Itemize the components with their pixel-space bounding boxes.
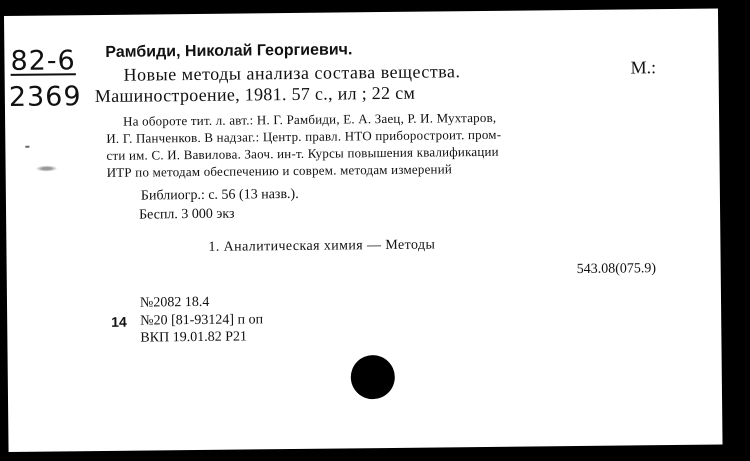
catalog-card [4,9,723,452]
book-title: Новые методы анализа состава вещества. [123,61,461,85]
registry-line: №20 [81-93124] п оп [140,312,264,329]
subject-heading: 1. Аналитическая химия — Методы [208,237,436,255]
bibliography-note: Библиогр.: с. 56 (13 назв.). [140,186,299,204]
publication-place: М.: [630,57,657,78]
publication-details: Машиностроение, 1981. 57 с., ил ; 22 см [94,82,416,107]
ink-smudge [36,165,58,171]
ink-smudge [25,146,29,148]
call-number-bottom: 2369 [8,81,82,113]
registry-number: 14 [111,313,127,330]
udc-classification: 543.08(075.9) [576,261,657,278]
price-and-print-run: Беспл. 3 000 экз [139,206,235,223]
punch-hole [351,355,395,399]
author-heading: Рамбиди, Николай Георгиевич. [105,41,353,61]
registry-line: ВКП 19.01.82 Р21 [140,329,248,346]
call-number-top: 82-6 [10,45,76,77]
registry-line: №2082 18.4 [139,294,210,311]
note-line: И. Г. Панченков. В надзаг.: Центр. правл. НТО приборостроит. пром- [106,126,502,146]
note-line: сти им. С. И. Вавилова. Заоч. ин-т. Курсы повышения квалификации [106,143,499,163]
note-line: ИТР по методам обеспечению и соврем. методам измерений [106,161,453,180]
note-line: На обороте тит. л. авт.: Н. Г. Рамбиди, Е. А. Заец, Р. И. Мухтаров, [123,109,497,129]
